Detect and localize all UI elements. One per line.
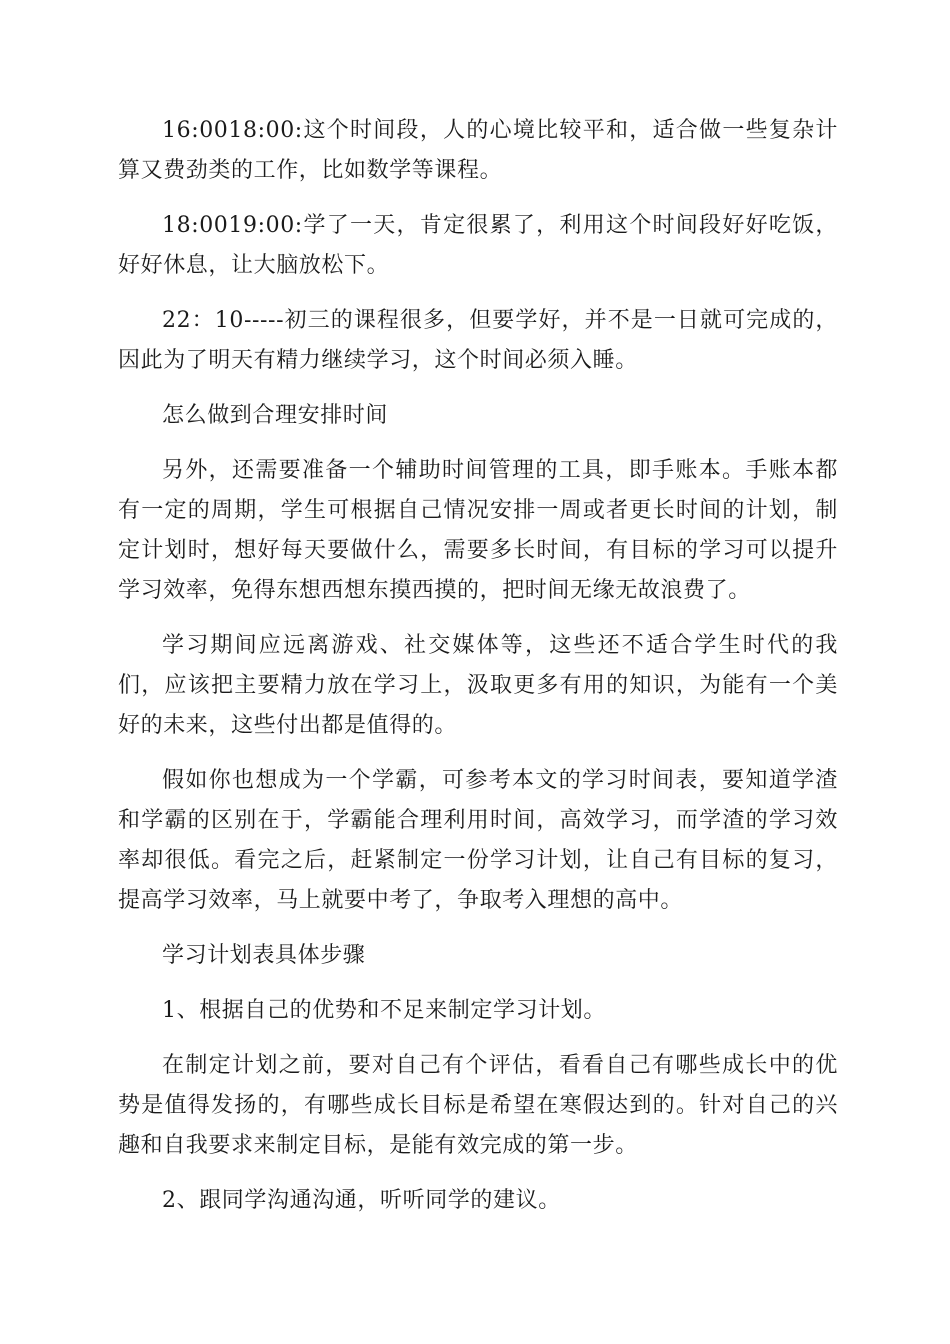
section-heading-time-arrangement: 怎么做到合理安排时间: [162, 403, 389, 428]
step-2-heading: 2、跟同学沟通沟通，听听同学的建议。: [162, 1188, 561, 1213]
paragraph-avoid-distractions: 学习期间应远离游戏、社交媒体等，这些还不适合学生时代的我们，应该把主要精力放在学习上，汲取更多有用的知识，为能有一个美好的未来，这些付出都是值得的。: [118, 633, 838, 738]
document-body: [118, 111, 838, 1236]
section-heading-plan-steps: 学习计划表具体步骤: [162, 943, 366, 968]
paragraph-become-top-student: 假如你也想成为一个学霸，可参考本文的学习时间表，要知道学渣和学霸的区别在于，学霸能合理利用时间，高效学习，而学渣的学习效率却很低。看完之后，赶紧制定一份学习计划，让自己有目标的复习，提高学习效率，马上就要中考了，争取考入理想的高中。: [118, 768, 838, 913]
paragraph-time-1600-1800: 16:0018:00:这个时间段，人的心境比较平和，适合做一些复杂计算又费劲类的工作，比如数学等课程。: [118, 118, 838, 183]
paragraph-time-2210: 22：10-----初三的课程很多，但要学好，并不是一日就可完成的，因此为了明天有精力继续学习，这个时间必须入睡。: [118, 308, 838, 373]
paragraph-time-1800-1900: 18:0019:00:学了一天，肯定很累了，利用这个时间段好好吃饭，好好休息，让大脑放松下。: [118, 213, 838, 278]
paragraph-planner-tool: 另外，还需要准备一个辅助时间管理的工具，即手账本。手账本都有一定的周期，学生可根据自己情况安排一周或者更长时间的计划，制定计划时，想好每天要做什么，需要多长时间，有目标的学习可以提升学习效率，免得东想西想东摸西摸的，把时间无缘无故浪费了。: [118, 458, 838, 603]
paragraph-self-assessment: 在制定计划之前，要对自己有个评估，看看自己有哪些成长中的优势是值得发扬的，有哪些成长目标是希望在寒假达到的。针对自己的兴趣和自我要求来制定目标，是能有效完成的第一步。: [118, 1053, 838, 1158]
step-1-heading: 1、根据自己的优势和不足来制定学习计划。: [162, 998, 606, 1023]
